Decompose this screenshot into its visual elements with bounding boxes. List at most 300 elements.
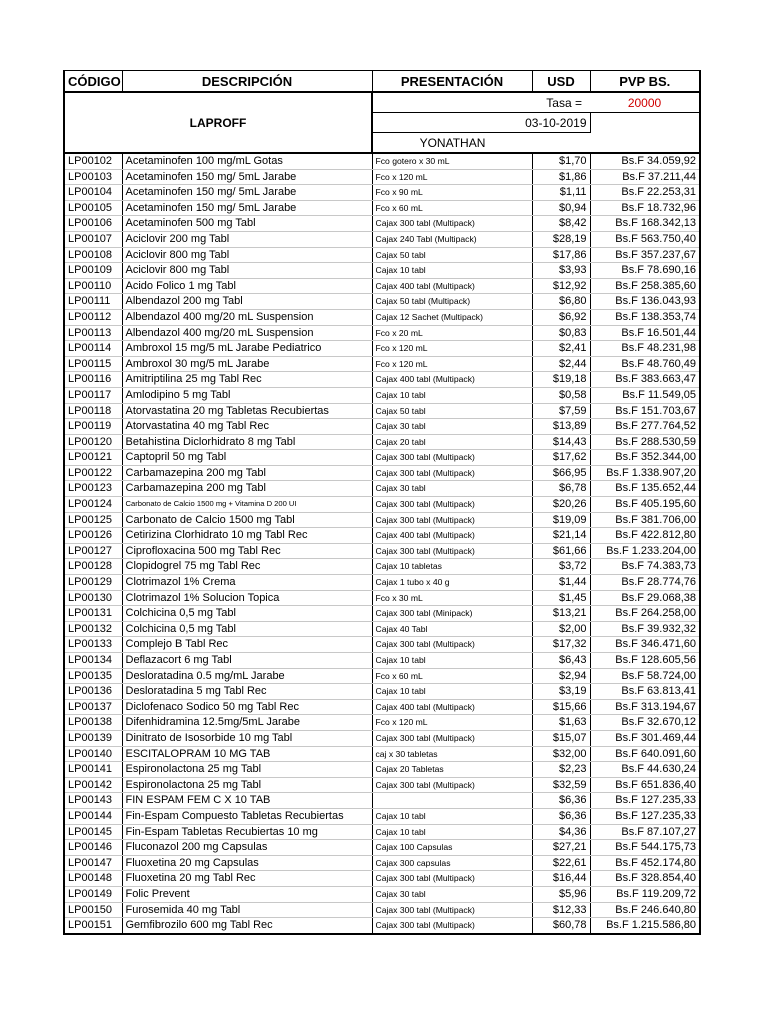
cell-description: Betahistina Diclorhidrato 8 mg Tabl <box>122 434 372 450</box>
cell-pvp: Bs.F 422.812,80 <box>590 528 700 544</box>
cell-description: Carbonato de Calcio 1500 mg Tabl <box>122 512 372 528</box>
table-row <box>64 653 700 669</box>
cell-presentation: Fco x 60 mL <box>372 668 532 684</box>
cell-code: LP00104 <box>64 185 122 201</box>
cell-description: Atorvastatina 40 mg Tabl Rec <box>122 419 372 435</box>
cell-code: LP00118 <box>64 403 122 419</box>
cell-pvp: Bs.F 452.174,80 <box>590 855 700 871</box>
table-row <box>64 153 700 169</box>
cell-presentation: Cajax 300 tabl (Multipack) <box>372 543 532 559</box>
cell-presentation: Cajax 400 tabl (Multipack) <box>372 372 532 388</box>
cell-usd: $2,94 <box>532 668 590 684</box>
cell-description: Desloratadina 0.5 mg/mL Jarabe <box>122 668 372 684</box>
cell-pvp: Bs.F 346.471,60 <box>590 637 700 653</box>
cell-pvp: Bs.F 264.258,00 <box>590 606 700 622</box>
cell-code: LP00137 <box>64 699 122 715</box>
cell-description: Colchicina 0,5 mg Tabl <box>122 606 372 622</box>
table-row <box>64 450 700 466</box>
cell-pvp: Bs.F 288.530,59 <box>590 434 700 450</box>
column-header-code: CÓDIGO <box>64 71 122 93</box>
cell-usd: $19,18 <box>532 372 590 388</box>
table-row <box>64 528 700 544</box>
table-row <box>64 294 700 310</box>
cell-code: LP00113 <box>64 325 122 341</box>
cell-pvp: Bs.F 119.209,72 <box>590 886 700 902</box>
cell-description: Acetaminofen 500 mg Tabl <box>122 216 372 232</box>
cell-pvp: Bs.F 651.836,40 <box>590 777 700 793</box>
cell-usd: $6,78 <box>532 481 590 497</box>
cell-presentation: Fco x 90 mL <box>372 185 532 201</box>
table-row <box>64 777 700 793</box>
cell-description: Albendazol 400 mg/20 mL Suspension <box>122 309 372 325</box>
cell-presentation: Cajax 10 tabl <box>372 653 532 669</box>
table-row <box>64 387 700 403</box>
cell-usd: $2,00 <box>532 621 590 637</box>
cell-description: Albendazol 200 mg Tabl <box>122 294 372 310</box>
cell-code: LP00141 <box>64 762 122 778</box>
cell-description: Aciclovir 800 mg Tabl <box>122 247 372 263</box>
cell-description: Acetaminofen 150 mg/ 5mL Jarabe <box>122 200 372 216</box>
cell-usd: $32,59 <box>532 777 590 793</box>
item-rows <box>64 153 700 934</box>
cell-presentation: Cajax 300 tabl (Multipack) <box>372 902 532 918</box>
table-row <box>64 231 700 247</box>
cell-code: LP00149 <box>64 886 122 902</box>
column-header-presentation: PRESENTACIÓN <box>372 71 532 93</box>
cell-presentation: Cajax 10 tabl <box>372 684 532 700</box>
table-row <box>64 497 700 513</box>
cell-pvp: Bs.F 127.235,33 <box>590 808 700 824</box>
cell-code: LP00103 <box>64 169 122 185</box>
cell-description: Espironolactona 25 mg Tabl <box>122 762 372 778</box>
cell-pvp: Bs.F 48.231,98 <box>590 341 700 357</box>
tasa-value: 20000 <box>590 92 700 113</box>
cell-presentation: Fco x 120 mL <box>372 341 532 357</box>
cell-presentation: Fco x 60 mL <box>372 200 532 216</box>
cell-presentation: Cajax 12 Sachet (Multipack) <box>372 309 532 325</box>
cell-code: LP00117 <box>64 387 122 403</box>
cell-pvp: Bs.F 128.605,56 <box>590 653 700 669</box>
table-row <box>64 606 700 622</box>
cell-presentation: Cajax 20 tabl <box>372 434 532 450</box>
cell-description: Colchicina 0,5 mg Tabl <box>122 621 372 637</box>
cell-usd: $12,92 <box>532 278 590 294</box>
cell-code: LP00150 <box>64 902 122 918</box>
cell-usd: $0,83 <box>532 325 590 341</box>
cell-code: LP00128 <box>64 559 122 575</box>
cell-code: LP00105 <box>64 200 122 216</box>
table-row <box>64 871 700 887</box>
cell-description: Ambroxol 15 mg/5 mL Jarabe Pediatrico <box>122 341 372 357</box>
table-row <box>64 356 700 372</box>
cell-usd: $4,36 <box>532 824 590 840</box>
cell-code: LP00112 <box>64 309 122 325</box>
cell-usd: $14,43 <box>532 434 590 450</box>
cell-usd: $6,92 <box>532 309 590 325</box>
cell-code: LP00143 <box>64 793 122 809</box>
header-block <box>64 92 700 153</box>
cell-presentation: Cajax 300 tabl (Multipack) <box>372 450 532 466</box>
cell-presentation: caj x 30 tabletas <box>372 746 532 762</box>
cell-presentation: Cajax 300 tabl (Multipack) <box>372 871 532 887</box>
cell-presentation: Cajax 40 Tabl <box>372 621 532 637</box>
cell-usd: $1,63 <box>532 715 590 731</box>
cell-pvp: Bs.F 16.501,44 <box>590 325 700 341</box>
cell-pvp: Bs.F 405.195,60 <box>590 497 700 513</box>
company-name: LAPROFF <box>64 92 372 153</box>
table-row <box>64 512 700 528</box>
cell-presentation: Cajax 300 tabl (Multipack) <box>372 730 532 746</box>
cell-code: LP00151 <box>64 918 122 934</box>
cell-presentation: Cajax 300 tabl (Multipack) <box>372 777 532 793</box>
table-row <box>64 325 700 341</box>
cell-presentation: Fco x 120 mL <box>372 169 532 185</box>
cell-usd: $12,33 <box>532 902 590 918</box>
cell-pvp: Bs.F 544.175,73 <box>590 840 700 856</box>
cell-description: Difenhidramina 12.5mg/5mL Jarabe <box>122 715 372 731</box>
cell-description: Fin-Espam Compuesto Tabletas Recubiertas <box>122 808 372 824</box>
table-row <box>64 730 700 746</box>
cell-presentation: Cajax 300 tabl (Multipack) <box>372 918 532 934</box>
cell-usd: $1,11 <box>532 185 590 201</box>
cell-code: LP00106 <box>64 216 122 232</box>
cell-presentation: Fco x 30 mL <box>372 590 532 606</box>
cell-pvp: Bs.F 258.385,60 <box>590 278 700 294</box>
cell-pvp: Bs.F 78.690,16 <box>590 263 700 279</box>
cell-code: LP00129 <box>64 575 122 591</box>
column-header-description: DESCRIPCIÓN <box>122 71 372 93</box>
cell-description: Acetaminofen 100 mg/mL Gotas <box>122 153 372 169</box>
cell-usd: $13,21 <box>532 606 590 622</box>
cell-pvp: Bs.F 357.237,67 <box>590 247 700 263</box>
cell-pvp: Bs.F 34.059,92 <box>590 153 700 169</box>
table-row <box>64 668 700 684</box>
cell-presentation: Cajax 300 capsulas <box>372 855 532 871</box>
cell-usd: $1,45 <box>532 590 590 606</box>
table-row <box>64 808 700 824</box>
table-row <box>64 793 700 809</box>
cell-pvp: Bs.F 383.663,47 <box>590 372 700 388</box>
user-spacer <box>532 133 700 154</box>
cell-code: LP00144 <box>64 808 122 824</box>
table-row <box>64 419 700 435</box>
cell-description: Desloratadina 5 mg Tabl Rec <box>122 684 372 700</box>
table-row <box>64 575 700 591</box>
cell-pvp: Bs.F 87.107,27 <box>590 824 700 840</box>
cell-presentation: Cajax 1 tubo x 40 g <box>372 575 532 591</box>
cell-presentation: Fco x 120 mL <box>372 356 532 372</box>
cell-code: LP00123 <box>64 481 122 497</box>
table-row <box>64 621 700 637</box>
cell-description: Deflazacort 6 mg Tabl <box>122 653 372 669</box>
cell-usd: $16,44 <box>532 871 590 887</box>
price-list-sheet <box>63 70 699 935</box>
cell-description: Captopril 50 mg Tabl <box>122 450 372 466</box>
cell-usd: $28,19 <box>532 231 590 247</box>
cell-presentation: Cajax 10 tabl <box>372 263 532 279</box>
table-row <box>64 715 700 731</box>
cell-pvp: Bs.F 640.091,60 <box>590 746 700 762</box>
cell-code: LP00119 <box>64 419 122 435</box>
cell-presentation: Cajax 10 tabl <box>372 808 532 824</box>
cell-code: LP00127 <box>64 543 122 559</box>
cell-presentation: Cajax 400 tabl (Multipack) <box>372 278 532 294</box>
cell-pvp: Bs.F 32.670,12 <box>590 715 700 731</box>
cell-description: Diclofenaco Sodico 50 mg Tabl Rec <box>122 699 372 715</box>
cell-pvp: Bs.F 22.253,31 <box>590 185 700 201</box>
cell-usd: $6,43 <box>532 653 590 669</box>
cell-code: LP00132 <box>64 621 122 637</box>
cell-presentation: Fco gotero x 30 mL <box>372 153 532 169</box>
date-spacer <box>590 113 700 133</box>
report-date: 03-10-2019 <box>372 113 590 133</box>
cell-description: Fluconazol 200 mg Capsulas <box>122 840 372 856</box>
cell-pvp: Bs.F 328.854,40 <box>590 871 700 887</box>
cell-presentation: Cajax 300 tabl (Multipack) <box>372 637 532 653</box>
cell-pvp: Bs.F 28.774,76 <box>590 575 700 591</box>
cell-description: Dinitrato de Isosorbide 10 mg Tabl <box>122 730 372 746</box>
table-row <box>64 902 700 918</box>
cell-pvp: Bs.F 39.932,32 <box>590 621 700 637</box>
cell-presentation: Cajax 50 tabl <box>372 403 532 419</box>
table-row <box>64 699 700 715</box>
cell-usd: $3,19 <box>532 684 590 700</box>
table-row <box>64 434 700 450</box>
cell-pvp: Bs.F 18.732,96 <box>590 200 700 216</box>
cell-pvp: Bs.F 44.630,24 <box>590 762 700 778</box>
cell-pvp: Bs.F 138.353,74 <box>590 309 700 325</box>
cell-usd: $20,26 <box>532 497 590 513</box>
cell-code: LP00121 <box>64 450 122 466</box>
cell-pvp: Bs.F 29.068,38 <box>590 590 700 606</box>
cell-pvp: Bs.F 381.706,00 <box>590 512 700 528</box>
cell-description: Carbamazepina 200 mg Tabl <box>122 481 372 497</box>
cell-description: Folic Prevent <box>122 886 372 902</box>
cell-code: LP00126 <box>64 528 122 544</box>
cell-description: Carbamazepina 200 mg Tabl <box>122 465 372 481</box>
table-row <box>64 403 700 419</box>
table-row <box>64 855 700 871</box>
cell-code: LP00140 <box>64 746 122 762</box>
cell-pvp: Bs.F 74.383,73 <box>590 559 700 575</box>
table-row <box>64 341 700 357</box>
cell-description: FIN ESPAM FEM C X 10 TAB <box>122 793 372 809</box>
cell-presentation: Cajax 300 tabl (Multipack) <box>372 497 532 513</box>
cell-pvp: Bs.F 168.342,13 <box>590 216 700 232</box>
cell-pvp: Bs.F 246.640,80 <box>590 902 700 918</box>
user-name: YONATHAN <box>372 133 532 154</box>
cell-pvp: Bs.F 277.764,52 <box>590 419 700 435</box>
cell-description: Carbonato de Calcio 1500 mg + Vitamina D 200 UI <box>122 497 372 513</box>
cell-description: Complejo B Tabl Rec <box>122 637 372 653</box>
cell-pvp: Bs.F 151.703,67 <box>590 403 700 419</box>
table-row <box>64 886 700 902</box>
cell-description: Clopidogrel 75 mg Tabl Rec <box>122 559 372 575</box>
cell-usd: $1,86 <box>532 169 590 185</box>
cell-description: Aciclovir 200 mg Tabl <box>122 231 372 247</box>
cell-code: LP00138 <box>64 715 122 731</box>
cell-pvp: Bs.F 127.235,33 <box>590 793 700 809</box>
cell-description: Fluoxetina 20 mg Capsulas <box>122 855 372 871</box>
cell-usd: $61,66 <box>532 543 590 559</box>
table-row <box>64 559 700 575</box>
cell-usd: $19,09 <box>532 512 590 528</box>
cell-usd: $27,21 <box>532 840 590 856</box>
cell-presentation: Cajax 10 tabletas <box>372 559 532 575</box>
cell-usd: $6,36 <box>532 793 590 809</box>
cell-description: Ambroxol 30 mg/5 mL Jarabe <box>122 356 372 372</box>
cell-code: LP00125 <box>64 512 122 528</box>
cell-presentation: Cajax 300 tabl (Multipack) <box>372 216 532 232</box>
cell-usd: $17,62 <box>532 450 590 466</box>
cell-code: LP00102 <box>64 153 122 169</box>
table-row <box>64 309 700 325</box>
cell-usd: $17,32 <box>532 637 590 653</box>
cell-code: LP00109 <box>64 263 122 279</box>
cell-description: Clotrimazol 1% Crema <box>122 575 372 591</box>
cell-pvp: Bs.F 136.043,93 <box>590 294 700 310</box>
cell-description: Acetaminofen 150 mg/ 5mL Jarabe <box>122 185 372 201</box>
table-row <box>64 263 700 279</box>
cell-pvp: Bs.F 48.760,49 <box>590 356 700 372</box>
table-row <box>64 465 700 481</box>
table-row <box>64 481 700 497</box>
column-header-row <box>64 71 700 93</box>
cell-usd: $22,61 <box>532 855 590 871</box>
column-header-usd: USD <box>532 71 590 93</box>
cell-code: LP00120 <box>64 434 122 450</box>
cell-presentation: Cajax 10 tabl <box>372 387 532 403</box>
cell-description: Fin-Espam Tabletas Recubiertas 10 mg <box>122 824 372 840</box>
table-row <box>64 746 700 762</box>
cell-presentation: Fco x 20 mL <box>372 325 532 341</box>
cell-usd: $21,14 <box>532 528 590 544</box>
cell-presentation: Cajax 30 tabl <box>372 419 532 435</box>
table-row <box>64 637 700 653</box>
cell-description: Cetirizina Clorhidrato 10 mg Tabl Rec <box>122 528 372 544</box>
table-row <box>64 372 700 388</box>
cell-usd: $2,23 <box>532 762 590 778</box>
cell-usd: $0,94 <box>532 200 590 216</box>
cell-code: LP00122 <box>64 465 122 481</box>
cell-presentation: Cajax 400 tabl (Multipack) <box>372 699 532 715</box>
cell-usd: $15,07 <box>532 730 590 746</box>
table-row <box>64 684 700 700</box>
cell-pvp: Bs.F 37.211,44 <box>590 169 700 185</box>
cell-usd: $3,72 <box>532 559 590 575</box>
cell-code: LP00145 <box>64 824 122 840</box>
cell-presentation: Cajax 30 tabl <box>372 481 532 497</box>
cell-description: Acetaminofen 150 mg/ 5mL Jarabe <box>122 169 372 185</box>
cell-usd: $15,66 <box>532 699 590 715</box>
cell-description: Furosemida 40 mg Tabl <box>122 902 372 918</box>
cell-usd: $17,86 <box>532 247 590 263</box>
cell-description: Ciprofloxacina 500 mg Tabl Rec <box>122 543 372 559</box>
cell-presentation: Cajax 30 tabl <box>372 886 532 902</box>
cell-code: LP00115 <box>64 356 122 372</box>
cell-code: LP00136 <box>64 684 122 700</box>
cell-presentation: Cajax 300 tabl (Multipack) <box>372 465 532 481</box>
cell-description: Gemfibrozilo 600 mg Tabl Rec <box>122 918 372 934</box>
cell-usd: $1,44 <box>532 575 590 591</box>
cell-description: Amlodipino 5 mg Tabl <box>122 387 372 403</box>
cell-description: Fluoxetina 20 mg Tabl Rec <box>122 871 372 887</box>
table-row <box>64 247 700 263</box>
cell-pvp: Bs.F 1.338.907,20 <box>590 465 700 481</box>
cell-usd: $66,95 <box>532 465 590 481</box>
cell-code: LP00135 <box>64 668 122 684</box>
cell-description: Aciclovir 800 mg Tabl <box>122 263 372 279</box>
cell-pvp: Bs.F 58.724,00 <box>590 668 700 684</box>
cell-usd: $6,80 <box>532 294 590 310</box>
cell-code: LP00124 <box>64 497 122 513</box>
cell-presentation: Cajax 50 tabl (Multipack) <box>372 294 532 310</box>
cell-code: LP00146 <box>64 840 122 856</box>
cell-presentation: Cajax 240 Tabl (Multipack) <box>372 231 532 247</box>
cell-code: LP00107 <box>64 231 122 247</box>
cell-code: LP00134 <box>64 653 122 669</box>
cell-pvp: Bs.F 135.652,44 <box>590 481 700 497</box>
cell-usd: $7,59 <box>532 403 590 419</box>
cell-code: LP00130 <box>64 590 122 606</box>
cell-usd: $60,78 <box>532 918 590 934</box>
cell-usd: $2,44 <box>532 356 590 372</box>
cell-pvp: Bs.F 313.194,67 <box>590 699 700 715</box>
cell-presentation: Cajax 20 Tabletas <box>372 762 532 778</box>
cell-presentation: Cajax 10 tabl <box>372 824 532 840</box>
cell-usd: $5,96 <box>532 886 590 902</box>
cell-usd: $1,70 <box>532 153 590 169</box>
cell-pvp: Bs.F 11.549,05 <box>590 387 700 403</box>
table-row <box>64 824 700 840</box>
cell-usd: $0,58 <box>532 387 590 403</box>
cell-pvp: Bs.F 352.344,00 <box>590 450 700 466</box>
cell-pvp: Bs.F 301.469,44 <box>590 730 700 746</box>
table-row <box>64 590 700 606</box>
cell-presentation: Cajax 100 Capsulas <box>372 840 532 856</box>
table-row <box>64 200 700 216</box>
cell-presentation: Cajax 50 tabl <box>372 247 532 263</box>
cell-usd: $6,36 <box>532 808 590 824</box>
cell-presentation <box>372 793 532 809</box>
cell-code: LP00148 <box>64 871 122 887</box>
cell-description: ESCITALOPRAM 10 MG TAB <box>122 746 372 762</box>
cell-code: LP00147 <box>64 855 122 871</box>
cell-description: Albendazol 400 mg/20 mL Suspension <box>122 325 372 341</box>
cell-presentation: Cajax 300 tabl (Multipack) <box>372 512 532 528</box>
table-row <box>64 216 700 232</box>
price-table <box>63 70 701 935</box>
table-row <box>64 543 700 559</box>
cell-description: Clotrimazol 1% Solucion Topica <box>122 590 372 606</box>
cell-code: LP00110 <box>64 278 122 294</box>
cell-code: LP00133 <box>64 637 122 653</box>
cell-code: LP00116 <box>64 372 122 388</box>
column-header-pvp: PVP BS. <box>590 71 700 93</box>
cell-pvp: Bs.F 1.215.586,80 <box>590 918 700 934</box>
cell-code: LP00142 <box>64 777 122 793</box>
table-row <box>64 840 700 856</box>
cell-usd: $8,42 <box>532 216 590 232</box>
cell-description: Atorvastatina 20 mg Tabletas Recubiertas <box>122 403 372 419</box>
cell-code: LP00139 <box>64 730 122 746</box>
cell-description: Espironolactona 25 mg Tabl <box>122 777 372 793</box>
table-row <box>64 278 700 294</box>
table-row <box>64 918 700 934</box>
cell-presentation: Fco x 120 mL <box>372 715 532 731</box>
table-row <box>64 185 700 201</box>
cell-pvp: Bs.F 563.750,40 <box>590 231 700 247</box>
